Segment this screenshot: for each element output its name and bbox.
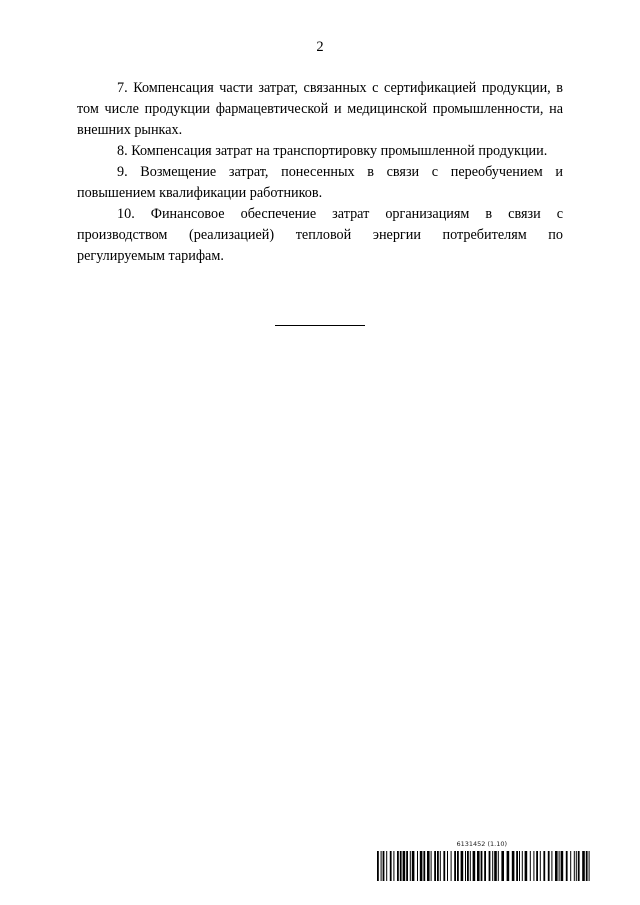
barcode-block: [377, 840, 590, 881]
barcode-icon: [377, 851, 590, 881]
paragraph-item-10: 10. Финансовое обеспечение затрат организациям в связи с производством (реализацией) тепловой энергии потребителям по регулируемым тарифам.: [77, 206, 563, 264]
paragraph-item-9: 9. Возмещение затрат, понесенных в связи с переобучением и повышением квалификации работников.: [77, 164, 563, 201]
paragraph-item-7: 7. Компенсация части затрат, связанных с сертификацией продукции, в том числе продукции фармацевтической и медицинской промышленности, на внешних рынках.: [77, 80, 563, 138]
end-separator-line: [275, 325, 365, 326]
page-number: 2: [316, 39, 324, 55]
document-code: 6131452 (1.10): [456, 840, 507, 848]
document-body: [77, 78, 563, 267]
paragraph-item-8: 8. Компенсация затрат на транспортировку промышленной продукции.: [117, 143, 548, 159]
